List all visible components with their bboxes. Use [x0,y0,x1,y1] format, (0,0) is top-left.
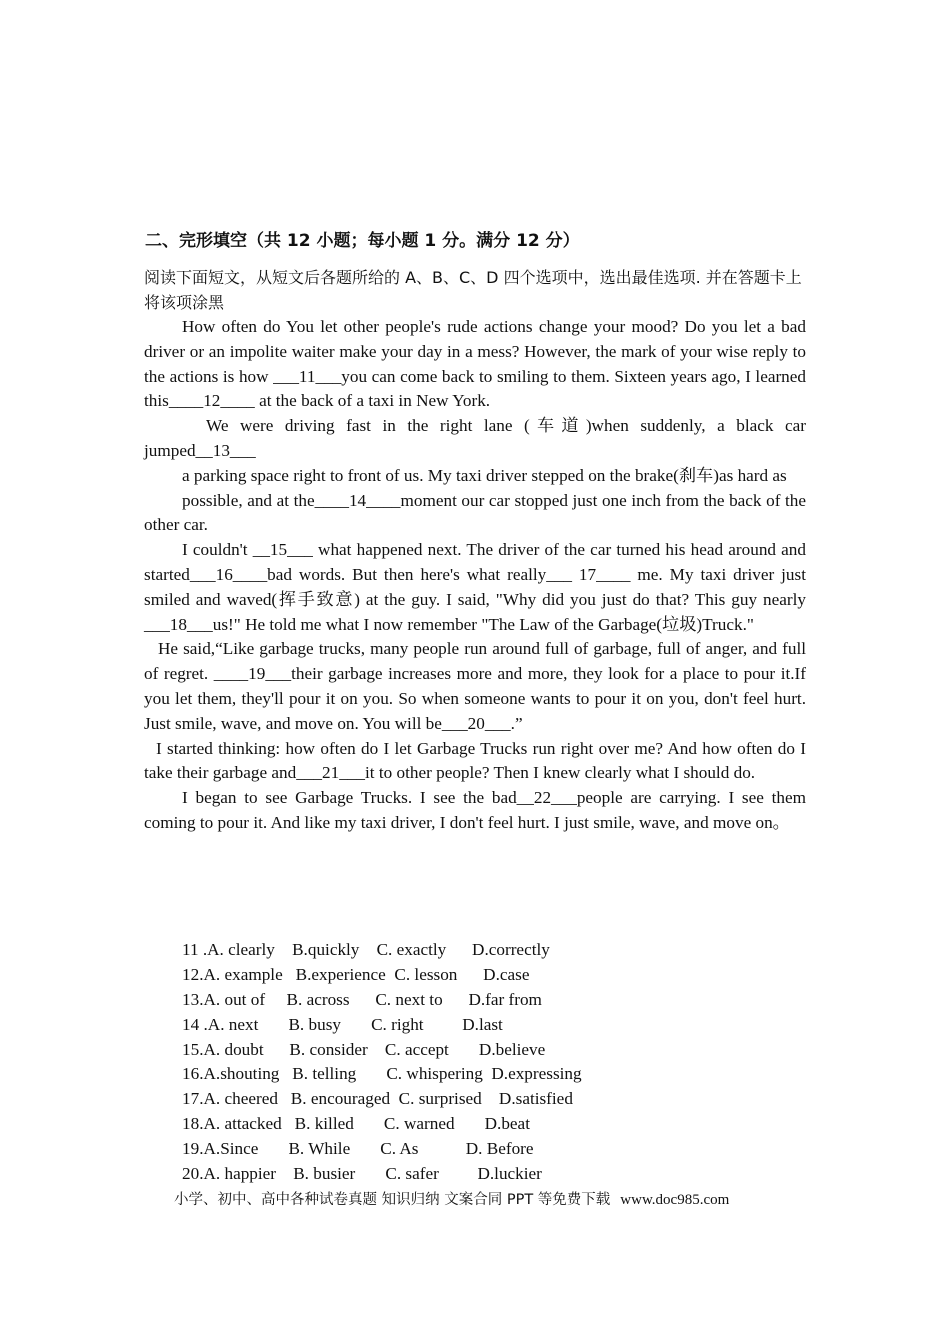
footer-url[interactable]: www.doc985.com [620,1192,730,1208]
options-list [182,938,582,1187]
option-line: 15.A. doubt B. consider C. accept D.believe [182,1039,546,1059]
passage-paragraph: I began to see Garbage Trucks. I see the bad__22___people are carrying. I see them coming to pour it. And like my taxi driver, I don't feel hurt. I just smile, wave, and move on。 [144,788,806,832]
footer [174,1190,729,1210]
passage-paragraph: a parking space right to front of us. My taxi driver stepped on the brake(刹车)as hard as [182,465,787,485]
option-line: 12.A. example B.experience C. lesson D.case [182,964,530,984]
passage [144,315,806,836]
passage-paragraph: I couldn't __15___ what happened next. The driver of the car turned his head around and started___16____bad words. But then here's what really___ 17____ me. My taxi driver just smiled and waved(挥手致意) at the guy. I said, "Why did you just do that? This guy nearly ___18___us!" He told me what I now remember "The Law of the Garbage(垃圾)Truck." [144,540,806,634]
passage-paragraph: possible, and at the____14____moment our car stopped just one inch from the back of the other car. [144,490,806,535]
passage-paragraph: How often do You let other people's rude actions change your mood? Do you let a bad driver or an impolite waiter make your day in a mess? However, the mark of your wise reply to the actions is how ___11___you can come back to smiling to them. Sixteen years ago, I learned this____12____ at the back of a taxi in New York. [144,317,806,411]
option-line: 16.A.shouting B. telling C. whispering D.expressing [182,1064,582,1084]
option-line: 17.A. cheered B. encouraged C. surprised D.satisfied [182,1089,573,1109]
section-heading: 二、完形填空（共 12 小题；每小题 1 分。满分 12 分） [145,231,580,251]
passage-paragraph: We were driving fast in the right lane (车道)when suddenly, a black car jumped__13___ [144,416,806,460]
option-line: 13.A. out of B. across C. next to D.far from [182,989,542,1009]
passage-paragraph: He said,“Like garbage trucks, many people run around full of garbage, full of anger, and full of regret. ____19___their garbage increases more and more, they look for a place to pour it.If you let them, they'll pour it on you. So when someone wants to pour it on you, don't feel hurt. Just smile, wave, and move on. You will be___20___.” [144,639,806,733]
passage-paragraph: I started thinking: how often do I let Garbage Trucks run right over me? And how often do I take their garbage and___21___it to other people? Then I knew clearly what I should do. [144,738,806,783]
option-line: 14 .A. next B. busy C. right D.last [182,1014,503,1034]
option-line: 11 .A. clearly B.quickly C. exactly D.correctly [182,940,550,959]
option-line: 18.A. attacked B. killed C. warned D.beat [182,1114,530,1134]
option-line: 20.A. happier B. busier C. safer D.luckier [182,1164,542,1184]
option-line: 19.A.Since B. While C. As D. Before [182,1139,534,1159]
instruction-text: 阅读下面短文，从短文后各题所给的 A、B、C、D 四个选项中，选出最佳选项. 并在答题卡上将该项涂黑 [144,268,802,312]
footer-text: 小学、初中、高中各种试卷真题 知识归纳 文案合同 PPT 等免费下载 [174,1192,611,1208]
